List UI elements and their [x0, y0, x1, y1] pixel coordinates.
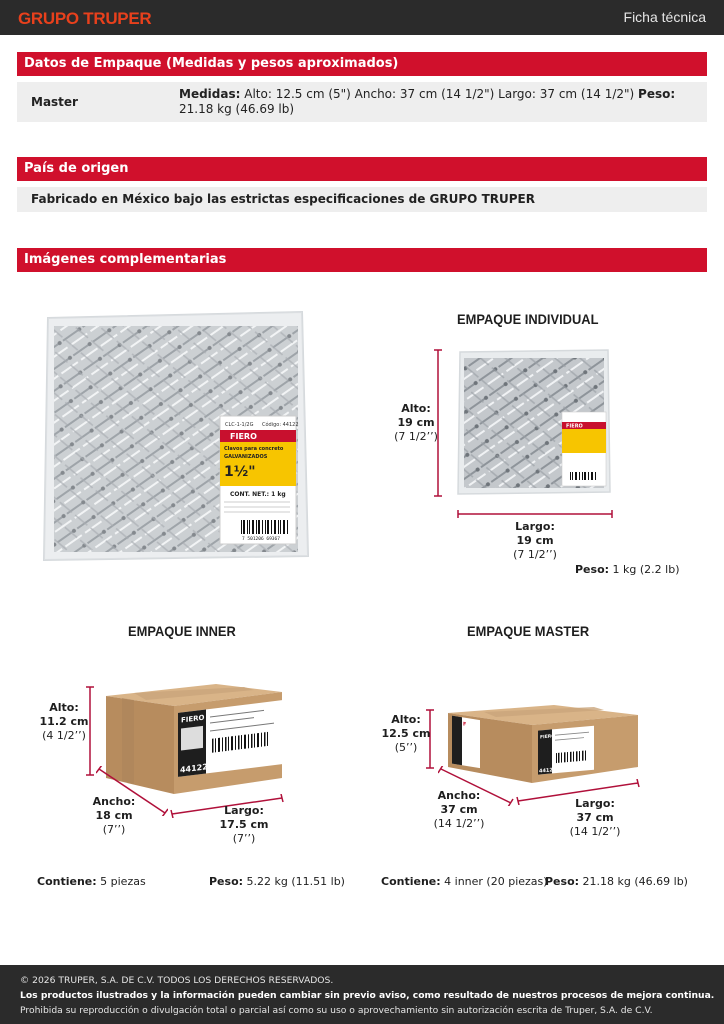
master-alto-in: (5’’)	[394, 741, 418, 754]
inner-contiene-label: Contiene:	[37, 875, 97, 888]
individual-peso	[575, 563, 680, 576]
master-alto-title: Alto:	[391, 713, 421, 726]
individual-alto-in: (7 1/2’’)	[394, 430, 438, 443]
individual-peso-value: 1 kg (2.2 lb)	[612, 563, 680, 576]
inner-box-code: 44122	[180, 762, 208, 775]
individual-largo-label	[505, 520, 565, 562]
images-section-header: Imágenes complementarias	[17, 248, 707, 272]
svg-text:FIERO: FIERO	[566, 423, 583, 430]
inner-alto-cm: 11.2 cm	[39, 715, 89, 728]
bag-label-name: Clavos para concreto	[224, 446, 284, 452]
individual-bag-image	[456, 348, 612, 496]
medidas-label: Medidas:	[179, 87, 241, 101]
master-ancho-in: (14 1/2’’)	[433, 817, 485, 830]
master-ancho-cm: 37 cm	[440, 803, 478, 816]
peso-label: Peso:	[638, 87, 676, 101]
master-contiene-label: Contiene:	[381, 875, 441, 888]
master-box-brand: FIERO	[540, 734, 556, 741]
master-ancho-title: Ancho:	[437, 789, 481, 802]
master-peso-value: 21.18 kg (46.69 lb)	[582, 875, 688, 888]
individual-alto-cm: 19 cm	[397, 416, 435, 429]
bag-barcode	[240, 520, 290, 534]
product-bag-image	[40, 308, 310, 564]
origin-section-header: País de origen	[17, 157, 707, 181]
master-largo-title: Largo:	[575, 797, 615, 810]
master-peso-label: Peso:	[545, 875, 580, 888]
inner-contiene-value: 5 piezas	[100, 875, 146, 888]
inner-peso-label: Peso:	[209, 875, 244, 888]
top-bar	[0, 0, 724, 35]
master-row-details	[179, 87, 694, 117]
individual-largo-title: Largo:	[515, 520, 555, 533]
individual-largo-dimension-line	[457, 508, 613, 520]
origin-row	[17, 187, 707, 212]
bag-label-size: 1½"	[224, 464, 256, 480]
inner-ancho-title: Ancho:	[92, 795, 136, 808]
master-peso	[545, 875, 688, 888]
inner-ancho-cm: 18 cm	[95, 809, 133, 822]
packing-section-header: Datos de Empaque (Medidas y pesos aproximados)	[17, 52, 707, 76]
origin-text: Fabricado en México bajo las estrictas especificaciones de GRUPO TRUPER	[31, 192, 535, 206]
inner-largo-cm: 17.5 cm	[219, 818, 269, 831]
inner-peso-value: 5.22 kg (11.51 lb)	[246, 875, 345, 888]
footer-notice: Los productos ilustrados y la información pueden cambiar sin previo aviso, como resultado de nuestros procesos de mejora continua.	[20, 990, 715, 1001]
individual-alto-title: Alto:	[401, 402, 431, 415]
truper-logo: GRUPO TRUPER	[18, 9, 152, 28]
bag-label-net: CONT. NET.: 1 kg	[230, 491, 286, 498]
master-largo-label	[566, 797, 624, 839]
individual-peso-label: Peso:	[575, 563, 610, 576]
packing-master-row	[17, 82, 707, 122]
bag-label-sub: GALVANIZADOS	[224, 454, 268, 460]
inner-alto-in: (4 1/2’’)	[42, 729, 86, 742]
master-contiene-value: 4 inner (20 piezas)	[444, 875, 548, 888]
inner-peso	[209, 875, 345, 888]
master-largo-cm: 37 cm	[576, 811, 614, 824]
master-box-code: 44122	[539, 767, 557, 775]
inner-largo-title: Largo:	[224, 804, 264, 817]
footer-prohibition: Prohibida su reproducción o divulgación total o parcial así como su uso o aprovechamiento sin autorización escrita de Truper, S.A. de C.V.	[20, 1005, 653, 1016]
inner-alto-label	[38, 701, 90, 743]
inner-ancho-label	[88, 795, 140, 837]
inner-largo-in: (7’’)	[232, 832, 256, 845]
inner-title: EMPAQUE INNER	[128, 623, 236, 639]
master-contiene	[381, 875, 548, 888]
medidas-value: Alto: 12.5 cm (5") Ancho: 37 cm (14 1/2") Largo: 37 cm (14 1/2")	[244, 87, 635, 101]
inner-largo-label	[214, 804, 274, 846]
bag-label-code: CLC-1-1/2G	[225, 422, 254, 428]
master-alto-label	[380, 713, 432, 755]
document-type-title: Ficha técnica	[623, 9, 706, 25]
bag-label-codigo: Código: 44122	[262, 422, 299, 428]
master-largo-in: (14 1/2’’)	[569, 825, 621, 838]
bag-barcode-number: 7 501206 69367	[242, 537, 280, 542]
inner-contiene	[37, 875, 146, 888]
footer-copyright: © 2026 TRUPER, S.A. DE C.V. TODOS LOS DERECHOS RESERVADOS.	[20, 975, 334, 986]
bag-label-brand: FIERO	[230, 432, 257, 441]
svg-text:F: F	[463, 721, 467, 728]
master-row-label: Master	[31, 95, 78, 109]
inner-ancho-in: (7’’)	[102, 823, 126, 836]
peso-value: 21.18 kg (46.69 lb)	[179, 102, 295, 116]
master-title: EMPAQUE MASTER	[467, 623, 590, 639]
individual-title: EMPAQUE INDIVIDUAL	[457, 311, 599, 327]
individual-alto-label	[390, 402, 442, 444]
master-ancho-label	[432, 789, 486, 831]
inner-alto-title: Alto:	[49, 701, 79, 714]
footer	[0, 965, 724, 1024]
master-alto-cm: 12.5 cm	[381, 727, 431, 740]
inner-box-brand: FIERO	[181, 712, 205, 725]
individual-largo-in: (7 1/2’’)	[513, 548, 557, 561]
individual-largo-cm: 19 cm	[516, 534, 554, 547]
